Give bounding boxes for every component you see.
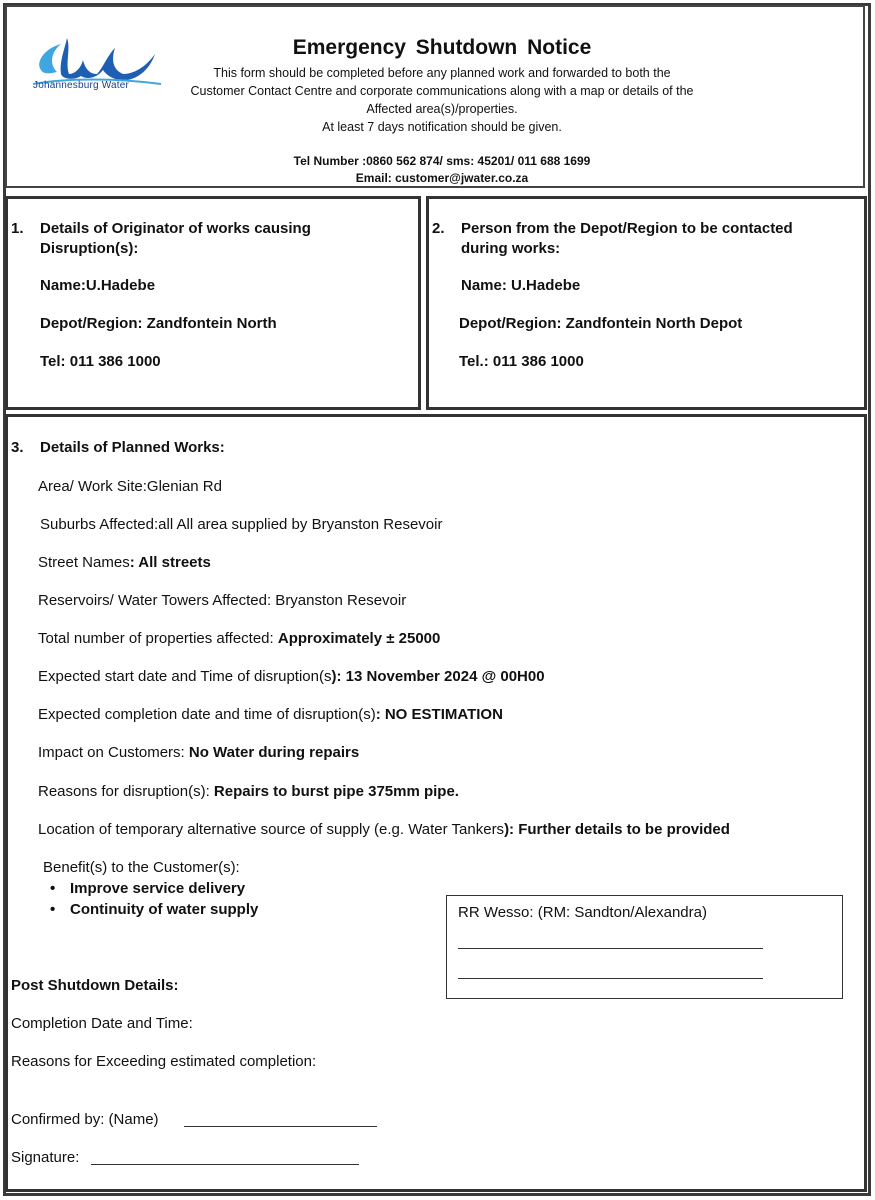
properties-value: Approximately ± 25000 [277,630,441,647]
logo-text: Johannesburg Water [33,80,130,91]
section2-heading-2: during works: [461,240,561,257]
street-names-label: Street Names [38,554,130,571]
section1-heading-2: Disruption(s): [40,240,139,257]
intro-line-1: This form should be completed before any planned work and forwarded to both the [213,66,671,80]
impact-value: No Water during repairs [188,744,360,761]
email-line: Email: customer@jwater.co.za [355,171,529,185]
contact-name: Name: U.Hadebe [461,277,581,294]
properties-label: Total number of properties affected: [38,630,278,647]
impact-on-customers [38,744,359,761]
originator-tel: Tel: 011 386 1000 [40,353,161,370]
intro-line-2: Customer Contact Centre and corporate communications along with a map or details of the [190,84,694,98]
page-title: Emergency Shutdown Notice [292,36,592,59]
expected-completion [38,706,503,723]
completion-label: Expected completion date and time of disruption(s) [38,706,376,723]
benefit-item: • Continuity of water supply [48,899,258,920]
street-names-value: : All streets [129,554,211,571]
suburbs-affected: Suburbs Affected:all All area supplied by Bryanston Resevoir [40,516,443,533]
section1-heading-1: Details of Originator of works causing [40,220,311,237]
manager-signature-line-1 [458,948,763,949]
manager-name: RR Wesso: (RM: Sandton/Alexandra) [458,904,707,921]
contact-depot: Depot/Region: Zandfontein North Depot [459,315,743,332]
section2-number: 2. [432,220,445,237]
benefit-item: • Improve service delivery [48,878,258,899]
signature-label: Signature: [11,1149,80,1166]
intro-line-4: At least 7 days notification should be given. [322,120,562,134]
exceeding-reasons-label: Reasons for Exceeding estimated completion: [11,1053,317,1070]
reservoirs-affected: Reservoirs/ Water Towers Affected: Bryanston Resevoir [38,592,407,609]
impact-label: Impact on Customers: [38,744,189,761]
start-value: ): 13 November 2024 @ 00H00 [331,668,545,685]
alt-source-label: Location of temporary alternative source of supply (e.g. Water Tankers [38,821,505,838]
work-site: Area/ Work Site:Glenian Rd [38,478,222,495]
completion-value: : NO ESTIMATION [375,706,503,723]
start-label: Expected start date and Time of disruption(s [38,668,332,685]
reasons-for-disruption [38,783,459,800]
section3-heading: Details of Planned Works: [40,439,225,456]
manager-signature-line-2 [458,978,763,979]
section1-number: 1. [11,220,24,237]
originator-name: Name:U.Hadebe [40,277,156,294]
alternative-supply [38,821,730,838]
confirmed-by-label: Confirmed by: (Name) [11,1111,159,1128]
tel-line: Tel Number :0860 562 874/ sms: 45201/ 011 688 1699 [293,154,591,168]
confirmed-by-line [184,1126,377,1127]
originator-depot: Depot/Region: Zandfontein North [40,315,277,332]
section3-number: 3. [11,439,24,456]
completion-date-label: Completion Date and Time: [11,1015,193,1032]
post-shutdown-heading: Post Shutdown Details: [11,977,179,994]
street-names [38,554,211,571]
section2-heading-1: Person from the Depot/Region to be contacted [461,220,793,237]
benefits-label: Benefit(s) to the Customer(s): [43,859,240,876]
alt-source-value: ): Further details to be provided [504,821,730,838]
reasons-value: Repairs to burst pipe 375mm pipe. [213,783,459,800]
reasons-label: Reasons for disruption(s): [38,783,214,800]
benefits-list [48,878,258,920]
properties-affected [38,630,440,647]
header-box [5,5,865,188]
contact-tel: Tel.: 011 386 1000 [459,353,584,370]
expected-start [38,668,545,685]
signature-line [91,1164,359,1165]
intro-line-3: Affected area(s)/properties. [366,102,518,116]
